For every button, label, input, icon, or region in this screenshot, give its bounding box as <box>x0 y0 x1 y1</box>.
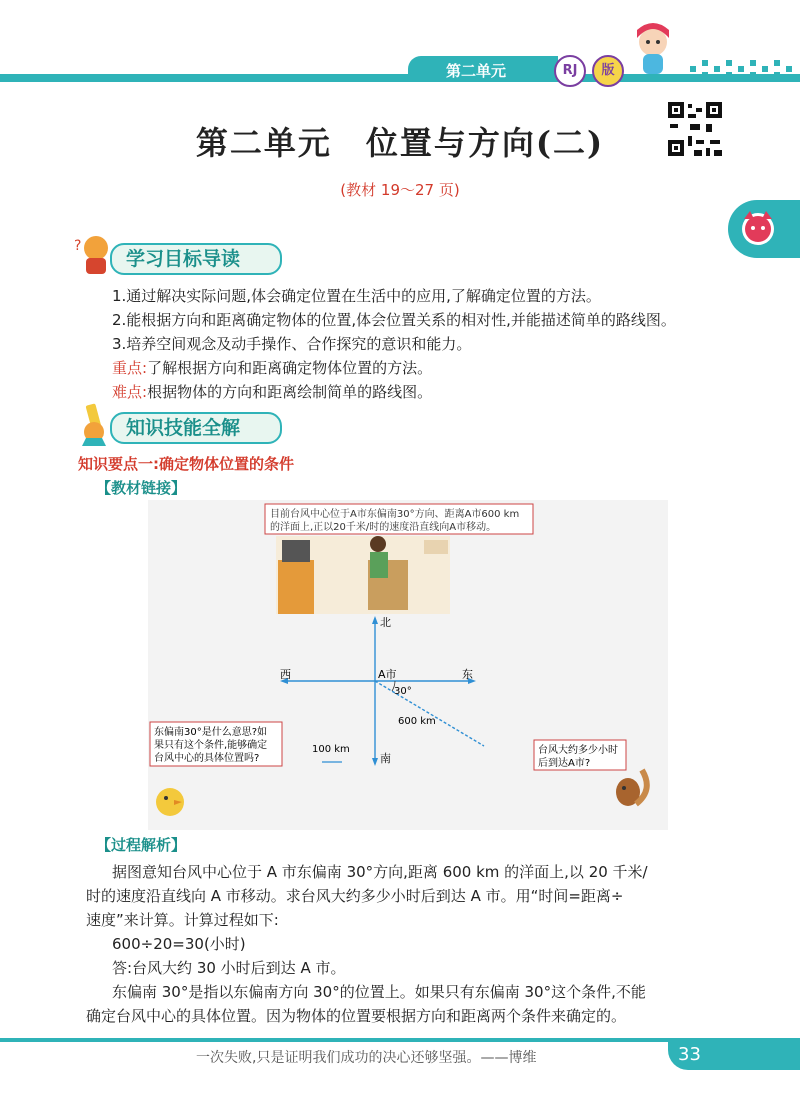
chick-icon <box>156 788 184 816</box>
edition-badge: 版 <box>592 55 624 87</box>
calculation-line: 600÷20=30(小时) <box>112 935 246 953</box>
scale-label: 100 km <box>312 744 350 755</box>
qr-code-icon[interactable] <box>666 100 724 158</box>
living-room-scene <box>276 536 450 614</box>
key-label: 重点: <box>112 359 148 377</box>
process-analysis-label: 【过程解析】 <box>96 836 187 854</box>
cartoon-girl-icon <box>625 20 680 80</box>
squirrel-icon <box>616 770 647 806</box>
svg-text:?: ? <box>74 238 82 254</box>
section-heading-objectives: 学习目标导读 <box>110 243 282 275</box>
difficult-label: 难点: <box>112 383 148 401</box>
city-a-label: A市 <box>378 668 397 681</box>
footer-quote: 一次失败,只是证明我们成功的决心还够坚强。——博维 <box>196 1050 537 1066</box>
header-band <box>0 74 800 82</box>
textbook-link-label: 【教材链接】 <box>96 479 187 497</box>
objective-item: 1.通过解决实际问题,体会确定位置在生活中的应用,了解确定位置的方法。 <box>112 287 601 305</box>
analysis-line: 确定台风中心的具体位置。因为物体的位置要根据方向和距离两个条件来确定的。 <box>86 1007 627 1025</box>
speech-right-line: 台风大约多少小时 <box>538 745 618 756</box>
difficult-text: 根据物体的方向和距离绘制简单的路线图。 <box>147 383 433 401</box>
knowledge-point-title: 知识要点一:确定物体位置的条件 <box>78 455 295 473</box>
speech-right-line: 后到达A市? <box>538 758 591 769</box>
east-label: 东 <box>462 668 473 681</box>
key-point <box>112 356 432 380</box>
textbook-pages: (教材 19～27 页) <box>340 181 460 199</box>
south-label: 南 <box>380 752 391 765</box>
speech-left-line: 果只有这个条件,能够确定 <box>154 740 268 751</box>
section-heading-knowledge: 知识技能全解 <box>110 412 282 444</box>
objective-item: 2.能根据方向和距离确定物体的位置,体会位置关系的相对性,并能描述简单的路线图。 <box>112 311 676 329</box>
page-title: 第二单元 位置与方向(二) <box>195 124 605 162</box>
checker-pattern-icon <box>690 58 800 80</box>
speech-top-line: 目前台风中心位于A市东偏南30°方向、距离A市600 km <box>270 509 520 520</box>
west-label: 西 <box>280 668 291 681</box>
key-text: 了解根据方向和距离确定物体位置的方法。 <box>147 359 433 377</box>
distance-label: 600 km <box>398 716 436 727</box>
difficult-point <box>112 380 432 404</box>
analysis-line: 据图意知台风中心位于 A 市东偏南 30°方向,距离 600 km 的洋面上,以 20 千米/ <box>112 863 648 881</box>
objective-item: 3.培养空间观念及动手操作、合作探究的意识和能力。 <box>112 335 472 353</box>
speech-left-line: 东偏南30°是什么意思?如 <box>154 727 268 738</box>
side-tab <box>728 200 800 258</box>
page-number: 33 <box>668 1040 800 1070</box>
mascot-face-icon <box>738 209 778 249</box>
answer-line: 答:台风大约 30 小时后到达 A 市。 <box>112 959 346 977</box>
compass-diagram <box>148 500 668 830</box>
analysis-line: 东偏南 30°是指以东偏南方向 30°的位置上。如果只有东偏南 30°这个条件,不能 <box>112 983 646 1001</box>
angle-label: 30° <box>394 686 412 697</box>
speech-top-line: 的洋面上,正以20千米/时的速度沿直线向A市移动。 <box>270 522 497 533</box>
north-label: 北 <box>380 616 391 629</box>
unit-label: 第二单元 <box>446 62 507 80</box>
rj-badge: RJ <box>554 55 586 87</box>
analysis-line: 时的速度沿直线向 A 市移动。求台风大约多少小时后到达 A 市。用“时间=距离÷ <box>86 887 624 905</box>
analysis-line: 速度”来计算。计算过程如下: <box>86 911 279 929</box>
speech-left-line: 台风中心的具体位置吗? <box>154 753 260 764</box>
